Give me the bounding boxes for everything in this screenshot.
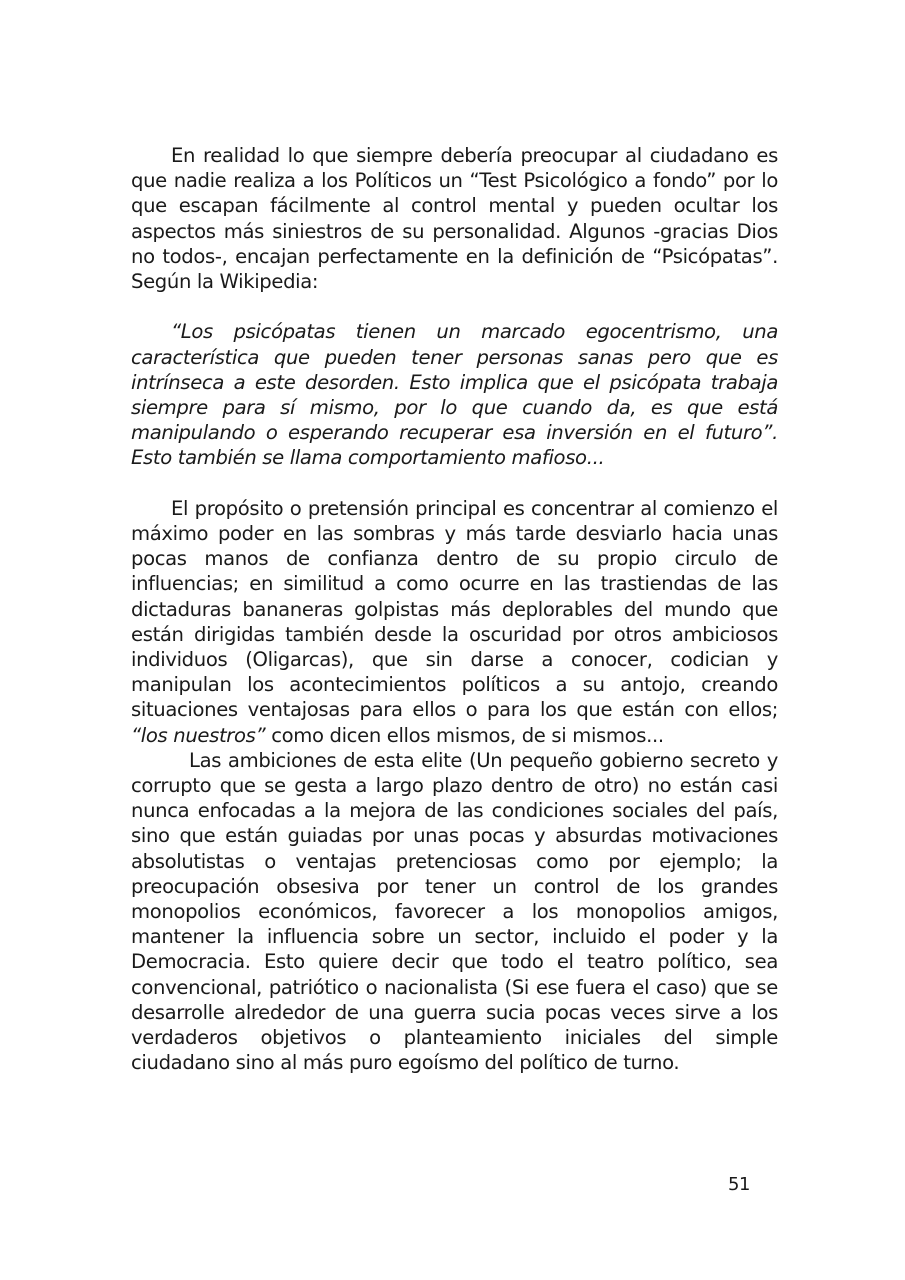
wikipedia-quote: “Los psicópatas tienen un marcado egocentrismo, una característica que pueden tener personas sanas pero que es intrínseca a este desorden. Esto implica que el psicópata trabaja siempre para sí mismo, por lo que cuando da, es que está manipulando o esperando recuperar esa inversión en el futuro”. Esto también se llama comportamiento mafioso... (131, 320, 778, 470)
emphasis-los-nuestros: “los nuestros” (131, 723, 266, 747)
paragraph-text: El propósito o pretensión principal es concentrar al comienzo el máximo poder en las sombras y más tarde desviarlo hacia unas pocas manos de confianza dentro de su propio circulo de influencias; en similitud a como ocurre en las trastiendas de las dictaduras bananeras golpistas más deplorables del mundo que están dirigidas también desde la oscuridad por otros ambiciosos individuos (Oligarcas), que sin darse a conocer, codician y manipulan los acontecimientos políticos a su antojo, creando situaciones ventajosas para ellos o para los que están con ellos; (131, 496, 778, 722)
paragraph-text: como dicen ellos mismos, de si mismos... (265, 723, 664, 747)
paragraph-spacer (131, 471, 778, 496)
page-number: 51 (728, 1174, 750, 1195)
paragraph-psychological-test: En realidad lo que siempre debería preocupar al ciudadano es que nadie realiza a los Políticos un “Test Psicológico a fondo” por lo que escapan fácilmente al control mental y pueden ocultar los aspectos más siniestros de su personalidad. Algunos -gracias Dios no todos-, encajan perfectamente en la definición de “Psicópatas”. Según la Wikipedia: (131, 144, 778, 294)
paragraph-elite-ambitions: Las ambiciones de esta elite (Un pequeño gobierno secreto y corrupto que se gesta a largo plazo dentro de otro) no están casi nunca enfocadas a la mejora de las condiciones sociales del país, sino que están guiadas por unas pocas y absurdas motivaciones absolutistas o ventajas pretenciosas como por ejemplo; la preocupación obsesiva por tener un control de los grandes monopolios económicos, favorecer a los monopolios amigos, mantener la influencia sobre un sector, incluido el poder y la Democracia. Esto quiere decir que todo el teatro político, sea convencional, patriótico o nacionalista (Si ese fuera el caso) que se desarrolle alrededor de una guerra sucia pocas veces sirve a los verdaderos objetivos o planteamiento iniciales del simple ciudadano sino al más puro egoísmo del político de turno. (131, 748, 778, 1075)
paragraph-spacer (131, 294, 778, 319)
paragraph-main-purpose (131, 496, 778, 748)
document-page-body (131, 143, 778, 1075)
